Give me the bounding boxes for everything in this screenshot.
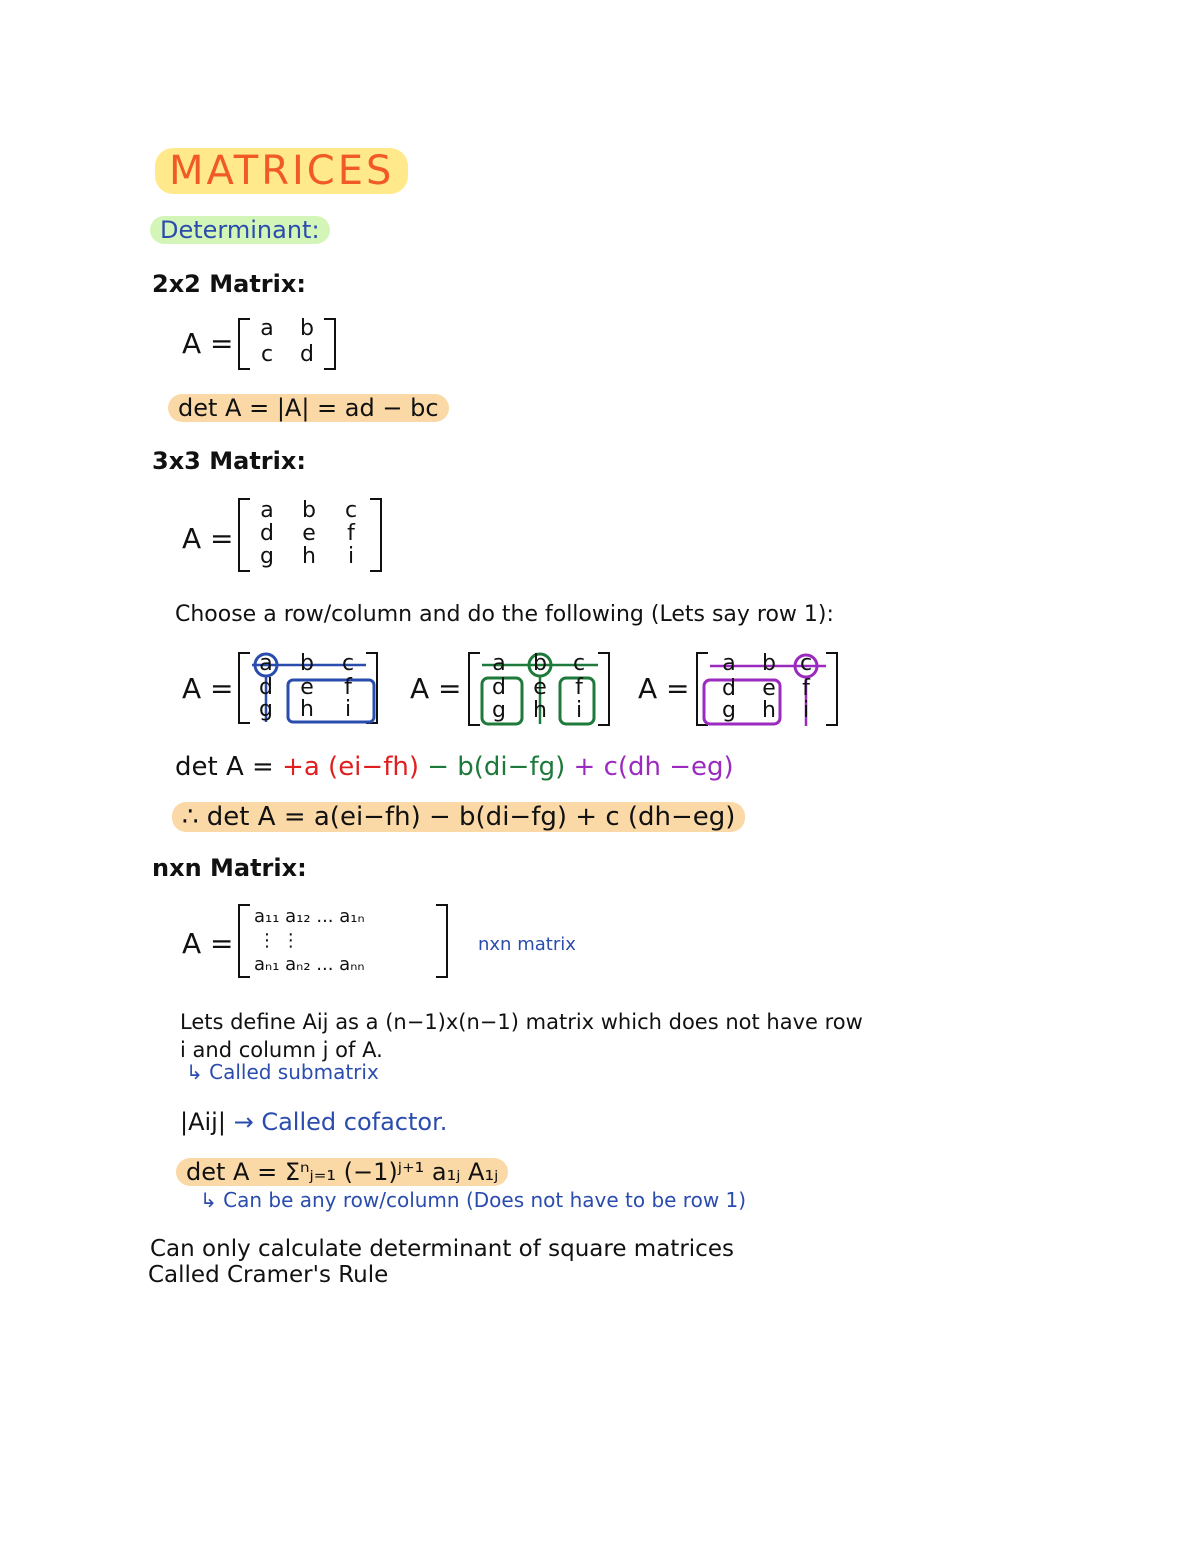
cell-e: e [300, 675, 314, 700]
cell-c: c [572, 651, 586, 676]
heading-nxn: nxn Matrix: [152, 854, 307, 882]
cell-a: a [259, 651, 273, 676]
cell-d: d [260, 521, 274, 546]
term-a: +a (ei−fh) [282, 752, 419, 782]
cell-e: e [302, 521, 316, 546]
cell-e: e [533, 675, 547, 700]
matrix-2x2 [238, 318, 336, 370]
matrix-3x3-label: A = [182, 522, 234, 555]
cell-f: f [575, 675, 583, 700]
footer-line-2: Called Cramer's Rule [148, 1262, 389, 1288]
define-line-2: i and column j of A. [180, 1038, 383, 1062]
cell-f: f [802, 676, 810, 701]
cell-d: d [492, 675, 506, 700]
matrix-nxn [238, 904, 448, 978]
cell-c: c [799, 651, 813, 676]
cell-g: g [259, 697, 273, 722]
cell-h: h [762, 698, 776, 723]
cell-a: a [260, 498, 274, 523]
cell-g: g [492, 698, 506, 723]
matrix-3x3 [238, 498, 382, 572]
cell-d: d [259, 675, 273, 700]
cell-c: c [260, 342, 274, 367]
term-b: − b(di−fg) [427, 752, 566, 782]
expansion-b-label: A = [410, 672, 462, 705]
cell-h: h [300, 697, 314, 722]
cell-b: b [762, 651, 776, 676]
cell-g: g [722, 698, 736, 723]
cell-b: b [300, 316, 314, 341]
cell-e: e [762, 676, 776, 701]
expansion-matrix-c [696, 652, 838, 726]
cell-c: c [344, 498, 358, 523]
matrix-2x2-label: A = [182, 327, 234, 360]
det-2x2-formula: det A = |A| = ad − bc [168, 394, 449, 422]
cell-f: f [347, 521, 355, 546]
nxn-row-3: aₙ₁ aₙ₂ ... aₙₙ [254, 954, 365, 975]
nxn-row-1: a₁₁ a₁₂ ... a₁ₙ [254, 906, 365, 927]
therefore-formula: ∴ det A = a(ei−fh) − b(di−fg) + c (dh−eg) [172, 802, 745, 832]
page-title: MATRICES [155, 148, 408, 194]
footer-line-1: Can only calculate determinant of square matrices [150, 1236, 734, 1262]
cell-d: d [300, 342, 314, 367]
cell-i: i [347, 544, 355, 569]
cofactor-note: → Called cofactor. [233, 1108, 448, 1136]
cell-f: f [344, 675, 352, 700]
heading-3x3: 3x3 Matrix: [152, 447, 306, 475]
expansion-c-label: A = [638, 672, 690, 705]
cell-a: a [492, 651, 506, 676]
cell-d: d [722, 676, 736, 701]
cofactor-lhs: |Aij| [180, 1108, 226, 1136]
cell-b: b [533, 651, 547, 676]
cell-i: i [344, 697, 352, 722]
cell-a: a [722, 651, 736, 676]
matrix-nxn-label: A = [182, 927, 234, 960]
heading-2x2: 2x2 Matrix: [152, 270, 306, 298]
expansion-matrix-b [468, 652, 610, 726]
cell-b: b [300, 651, 314, 676]
submatrix-note: ↳ Called submatrix [186, 1060, 379, 1084]
det-prefix: det A = [175, 752, 274, 782]
nxn-note: nxn matrix [478, 934, 576, 955]
cell-b: b [302, 498, 316, 523]
instruction-text: Choose a row/column and do the following (Lets say row 1): [175, 602, 834, 627]
cell-i: i [575, 698, 583, 723]
determinant-heading: Determinant: [150, 216, 330, 244]
cofactor-line [180, 1108, 447, 1136]
nxn-det-formula: det A = Σⁿⱼ₌₁ (−1)ʲ⁺¹ a₁ⱼ A₁ⱼ [176, 1158, 508, 1186]
term-c: + c(dh −eg) [573, 752, 734, 782]
cell-a: a [260, 316, 274, 341]
define-line-1: Lets define Aij as a (n−1)x(n−1) matrix which does not have row [180, 1010, 863, 1034]
det-expansion [175, 752, 734, 782]
any-row-note: ↳ Can be any row/column (Does not have to be row 1) [200, 1188, 747, 1212]
nxn-row-2: ⋮ ⋮ [258, 930, 300, 951]
cell-i: i [802, 698, 810, 723]
expansion-a-label: A = [182, 672, 234, 705]
cell-h: h [533, 698, 547, 723]
cell-g: g [260, 544, 274, 569]
cell-c: c [341, 651, 355, 676]
cell-h: h [302, 544, 316, 569]
expansion-matrix-a [238, 652, 378, 724]
